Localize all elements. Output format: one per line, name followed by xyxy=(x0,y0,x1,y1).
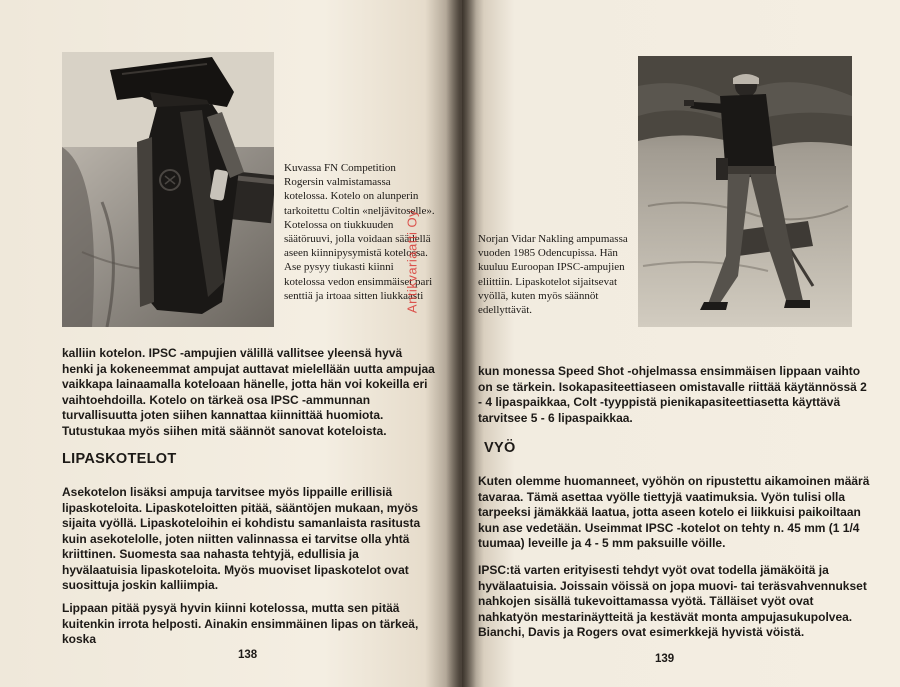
right-page xyxy=(462,0,900,687)
page-number-right: 139 xyxy=(655,653,675,665)
paragraph-magazine-retention: Lippaan pitää pysyä hyvin kiinni kotelossa, mutta sen pitää kuitenkin irrota helposti. Ainakin ensimmäinen lipas on tärkeä, koska xyxy=(62,601,419,646)
shooter-photo xyxy=(638,56,852,327)
paragraph-magazine-change: kun monessa Speed Shot -ohjelmassa ensimmäisen lippaan vaihto on se tärkein. Isokapasiteettiaseen omistavalle riittää käytännössä 2 - 4 lipaspaikkaa, Colt -tyyppistä pienikapasiteettiasetta käyttävä tarvitsee 5 - 6 lipaspaikkaa. xyxy=(478,364,867,425)
holster-pistol-image xyxy=(62,52,274,327)
shooter-image xyxy=(638,56,852,327)
paragraph-magazine-pouches: Asekotelon lisäksi ampuja tarvitsee myös lippaille erillisiä lipaskoteloita. Lipaskoteloitten pitää, sääntöjen mukaan, myös sijaita vyöllä. Lipaskoteloihin ei kohdistu samanlaista rasitusta kuin asekotelolle, joten niitten valinnassa ei tarvitse olla yhtä kriittinen. Suomesta saa nahasta tehtyjä, edullisia ja hyvälaatuisia lipaskoteloita. Myös muoviset lipaskotelot ovat suosittuja joskin kalliimpia. xyxy=(62,485,421,592)
section-heading-vyo: VYÖ xyxy=(484,440,516,456)
section-heading-lipaskotelot: LIPASKOTELOT xyxy=(62,451,177,467)
red-stamp-text: Antikvariaatti Oy xyxy=(404,209,420,314)
photo-caption: Kuvassa FN Competition Rogersin valmistamassa kotelossa. Kotelo on alunperin tarkoitettu Coltin «neljävitoselle». Kotelossa on tiukkuuden säätöruuvi, jolla voidaan säädellä aseen kiinnipysymistä kotelossa. Ase pysyy tiukasti kiinni kotelossa vedon ensimmäiset pari senttiä ja irtoaa sitten liukkaasti xyxy=(284,162,435,302)
holster-photo xyxy=(62,52,274,327)
photo-caption: Norjan Vidar Nakling ampumassa vuoden 1985 Odencupissa. Hän kuuluu Euroopan IPSC-ampujien eliittiin. Lipaskotelot sijaitsevat vyöllä, kuten myös säännöt edellyttävät. xyxy=(478,233,628,317)
paragraph-ipsc-belts: IPSC:tä varten erityisesti tehdyt vyöt ovat todella jämäköitä ja hyvälaatuisia. Joissain vöissä on jopa muovi- tai teräsvahvennukset nahkojen sisällä tukevoittamassa vyötä. Tälläiset vyöt ovat nahkatyön mestarinäytteitä ja kestävät monta ampujasukupolvea. Bianchi, Davis ja Rogers ovat esimerkkejä hyvistä vöistä. xyxy=(478,563,867,639)
paragraph-belt-requirements: Kuten olemme huomanneet, vyöhön on ripustettu aikamoinen määrä tavaraa. Tämä asettaa vyölle tiettyjä vaatimuksia. Vyön tulisi olla tarpeeksi jämäkkää laatua, jotta aseen kotelo ei liikkuisi paikoiltaan kun ase vedetään. Useimmat IPSC -kotelot on tehty n. 45 mm (1 1/4 tuumaa) leveille ja 4 - 5 mm paksuille vöille. xyxy=(478,474,870,550)
page-number-left: 138 xyxy=(238,649,258,661)
paragraph-holster-advice: kalliin kotelon. IPSC -ampujien välillä vallitsee yleensä hyvä henki ja kokeneemmat ampujat auttavat mielellään uutta ampujaa vaikkapa lainaamalla koteloaan hänelle, jotta hän voi kokeilla eri vaihtoehdoilla. Kotelo on tärkeä osa IPSC -ammunnan turvallisuutta joten siihen kannattaa kiinnittää huomiota. Tutustukaa myös siihen mitä säännöt sanovat koteloista. xyxy=(62,346,435,438)
